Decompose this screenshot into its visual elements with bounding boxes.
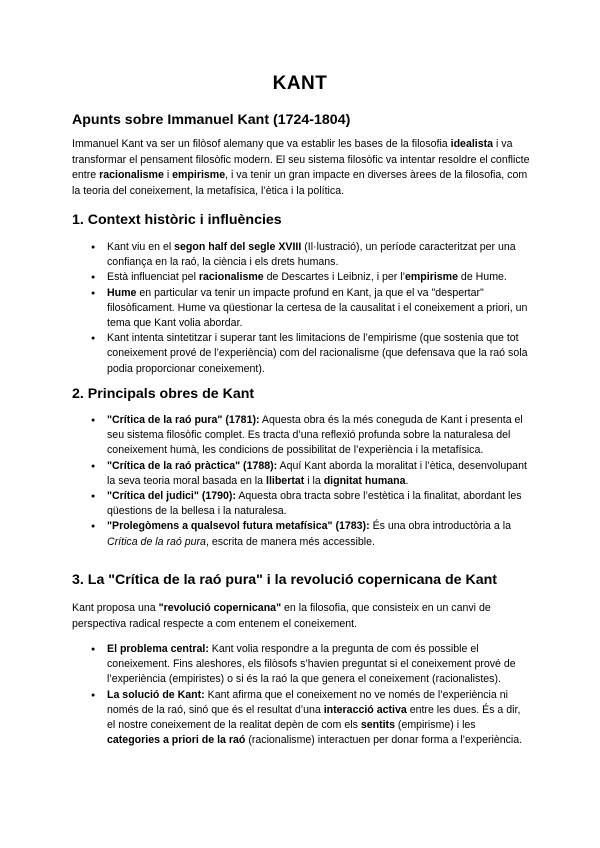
italic-text: Crítica de la raó pura	[107, 535, 206, 548]
bold-text: sentits	[360, 719, 395, 732]
bold-text: empirisme	[404, 271, 458, 284]
bold-text: categories a priori de la raó	[107, 734, 246, 747]
bold-text: dignitat humana	[323, 474, 406, 487]
bold-text: idealista	[450, 138, 494, 150]
section-heading-context: 1. Context històric i influències	[72, 212, 282, 228]
context-bullet-list	[91, 240, 531, 377]
list-item: ● "Crítica de la raó pura" (1781): Aquesta obra és la més coneguda de Kant i presenta el seu sistema filosòfic complet. Es tracta d’una reflexió profunda sobre la naturalesa del coneixement humà, les condicions de possibilitat de l’experiència i la metafísica.	[91, 413, 531, 459]
section-heading-works: 2. Principals obres de Kant	[72, 386, 255, 402]
intro-paragraph: Immanuel Kant va ser un filòsof alemany que va establir les bases de la filosofia idealista i va transformar el pensament filosòfic modern. El seu sistema filosòfic va intentar resoldre el conflicte entre racionalisme i empirisme, i va tenir un gran impacte en diverses àrees de la filosofia, com la teoria del coneixement, la metafísica, l’ètica i la política.	[72, 138, 530, 197]
bold-text: "Prolegòmens a qualsevol futura metafísica" (1783):	[107, 520, 370, 533]
bold-text: "revolució copernicana"	[158, 602, 282, 614]
list-item: ● Kant intenta sintetitzar i superar tant les limitacions de l’empirisme (que sostenia que tot coneixement prové de l’experiència) com del racionalisme (que defensava que la raó sola podia proporcionar coneixement).	[91, 331, 531, 377]
bold-text: "Crítica del judici" (1790):	[107, 490, 236, 503]
list-item: ● "Prolegòmens a qualsevol futura metafísica" (1783): És una obra introductòria a la Crítica de la raó pura, escrita de manera més accessible.	[91, 519, 531, 549]
bold-text: interacció activa	[323, 703, 407, 716]
bold-text: racionalisme	[198, 271, 264, 284]
list-item: ● "Crítica de la raó pràctica" (1788): Aquí Kant aborda la moralitat i l’ètica, desenvolupant la seva teoria moral basada en la llibertat i la dignitat humana.	[91, 459, 531, 489]
bold-text: empirisme	[172, 169, 226, 181]
critique-intro-paragraph: Kant proposa una "revolució copernicana" en la filosofia, que consisteix en un canvi de perspectiva radical respecte a com entenem el coneixement.	[72, 602, 491, 630]
list-item: ● Hume en particular va tenir un impacte profund en Kant, ja que el va "despertar" filosòficament. Hume va qüestionar la certesa de la causalitat i el coneixement a priori, un tema que Kant volia abordar.	[91, 286, 531, 332]
bold-text: "Crítica de la raó pura" (1781):	[107, 414, 260, 426]
bold-text: llibertat	[266, 474, 305, 487]
list-item: ● El problema central: Kant volia respondre a la pregunta de com és possible el coneixement. Fins aleshores, els filòsofs s’havien preguntat si el coneixement prové de l’experiència (empiristes) o si és la raó la que genera el coneixement (racionalistes).	[91, 642, 531, 688]
bold-text: racionalisme	[99, 169, 164, 181]
list-item: ● "Crítica del judici" (1790): Aquesta obra tracta sobre l’estètica i la finalitat, abordant les qüestions de la bellesa i la naturalesa.	[91, 489, 531, 519]
bold-text: El problema central:	[107, 643, 209, 655]
list-item: ● Està influenciat pel racionalisme de Descartes i Leibniz, i per l’empirisme de Hume.	[91, 270, 531, 285]
list-item: ● Kant viu en el segon half del segle XVIII (Il·lustració), un període caracteritzat per una confiança en la raó, la ciència i els drets humans.	[91, 240, 531, 270]
critique-bullet-list	[91, 642, 531, 748]
bold-text: Hume	[107, 286, 137, 299]
document-title: KANT	[272, 73, 328, 94]
document-subtitle: Apunts sobre Immanuel Kant (1724-1804)	[72, 112, 351, 128]
section-heading-critique: 3. La "Crítica de la raó pura" i la revolució copernicana de Kant	[72, 572, 498, 588]
bold-text: "Crítica de la raó pràctica" (1788):	[107, 459, 278, 472]
list-item: ● La solució de Kant: Kant afirma que el coneixement no ve només de l’experiència ni només de la raó, sinó que és el resultat d’una interacció activa entre les dues. És a dir, el nostre coneixement de la realitat depèn de com els sentits (empirisme) i les categories a priori de la raó (racionalisme) interactuen per donar forma a l’experiència.	[91, 688, 531, 749]
bold-text: segon half del segle XVIII	[174, 241, 302, 253]
bold-text: La solució de Kant:	[107, 688, 205, 701]
works-bullet-list	[91, 413, 531, 550]
